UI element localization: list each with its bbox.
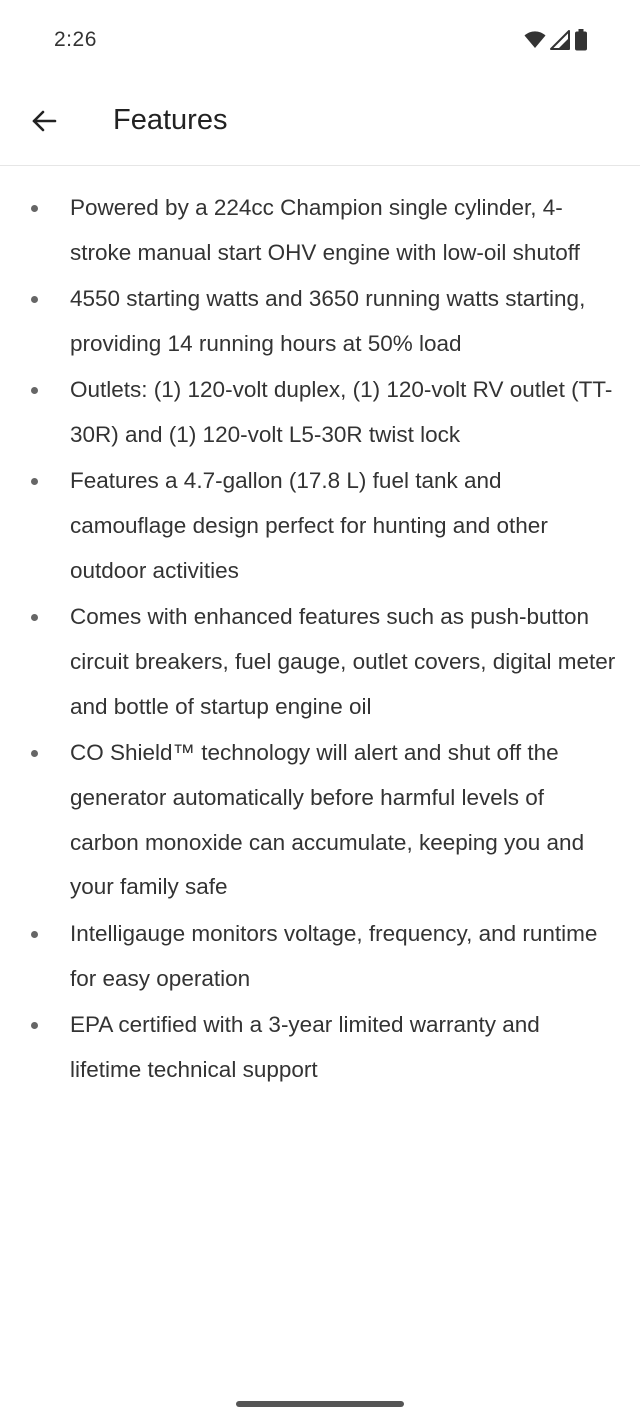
- feature-item: [0, 277, 640, 367]
- bullet-icon: [31, 614, 38, 621]
- arrow-back-icon: [30, 107, 58, 135]
- feature-item: [0, 595, 640, 729]
- bullet-icon: [31, 750, 38, 757]
- feature-text: EPA certified with a 3-year limited warranty and lifetime technical support: [70, 1011, 540, 1082]
- bullet-icon: [31, 1022, 38, 1029]
- feature-item: [0, 459, 640, 593]
- feature-text: CO Shield™ technology will alert and shut off the generator automatically before harmful levels of carbon monoxide can accumulate, keeping you and your family safe: [70, 740, 585, 900]
- page-title: Features: [113, 104, 228, 136]
- feature-item: [0, 731, 640, 910]
- bullet-icon: [31, 205, 38, 212]
- gesture-nav-handle[interactable]: [236, 1401, 404, 1407]
- feature-text: Features a 4.7-gallon (17.8 L) fuel tank and camouflage design perfect for hunting and other outdoor activities: [70, 468, 548, 583]
- feature-text: 4550 starting watts and 3650 running watts starting, providing 14 running hours at 50% load: [70, 286, 586, 356]
- bullet-icon: [31, 478, 38, 485]
- feature-text: Comes with enhanced features such as push-button circuit breakers, fuel gauge, outlet covers, digital meter and bottle of startup engine oil: [70, 604, 616, 719]
- back-button[interactable]: [22, 99, 66, 143]
- battery-icon: [574, 29, 588, 51]
- bullet-icon: [31, 296, 38, 303]
- bullet-icon: [31, 931, 38, 938]
- wifi-icon: [524, 31, 546, 49]
- feature-item: [0, 1003, 640, 1093]
- status-bar: [0, 0, 640, 80]
- feature-item: [0, 912, 640, 1002]
- status-time: 2:26: [54, 28, 97, 51]
- feature-text: Outlets: (1) 120-volt duplex, (1) 120-volt RV outlet (TT-30R) and (1) 120-volt L5-30R twist lock: [70, 377, 613, 447]
- feature-item: [0, 368, 640, 458]
- feature-list: [0, 186, 640, 1092]
- bullet-icon: [31, 387, 38, 394]
- feature-text: Intelligauge monitors voltage, frequency, and runtime for easy operation: [70, 920, 598, 991]
- status-icons: [524, 28, 588, 52]
- feature-item: [0, 186, 640, 276]
- cellular-signal-icon: [550, 30, 570, 50]
- feature-text: Powered by a 224cc Champion single cylinder, 4-stroke manual start OHV engine with low-oil shutoff: [70, 195, 580, 265]
- app-bar: [0, 80, 640, 166]
- feature-content: [0, 186, 640, 1094]
